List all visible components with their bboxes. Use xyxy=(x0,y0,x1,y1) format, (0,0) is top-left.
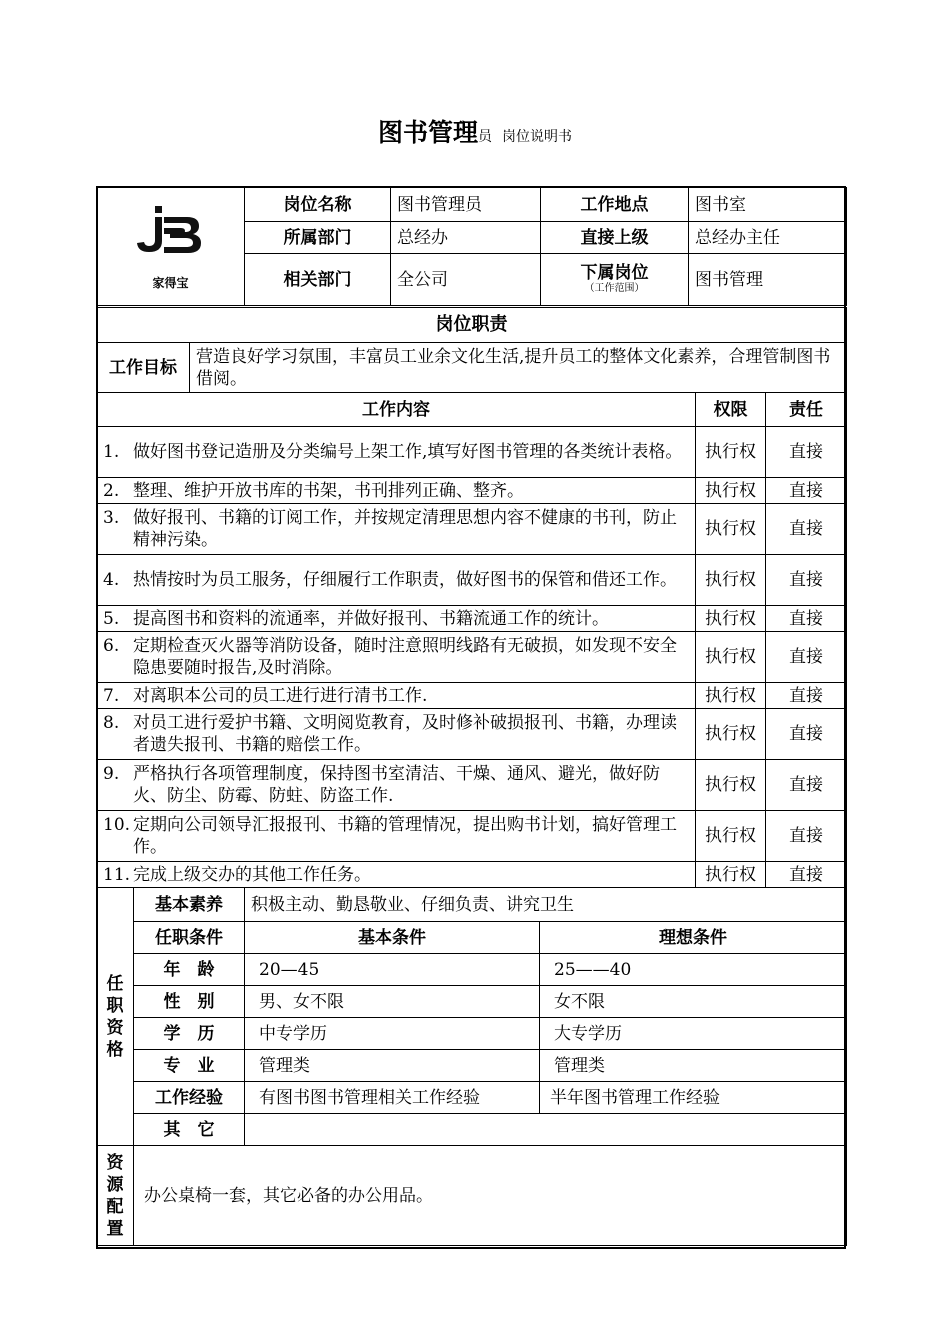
table-row xyxy=(97,1114,847,1146)
duty-responsibility: 直接 xyxy=(766,555,847,606)
duty-responsibility: 直接 xyxy=(766,606,847,632)
ideal-condition-label: 理想条件 xyxy=(540,922,847,954)
condition-basic: 中专学历 xyxy=(245,1018,540,1050)
duty-responsibility: 直接 xyxy=(766,632,847,683)
jb-logo-icon xyxy=(131,204,211,274)
duty-number: 4. xyxy=(103,570,120,590)
subordinate-value: 图书管理 xyxy=(689,254,847,306)
duty-text: 做好图书登记造册及分类编号上架工作,填写好图书管理的各类统计表格。 xyxy=(133,442,683,462)
conditions-label: 任职条件 xyxy=(134,922,245,954)
related-dept-label: 相关部门 xyxy=(245,254,391,306)
duty-authority: 执行权 xyxy=(696,632,766,683)
table-row xyxy=(97,1082,847,1114)
position-name-label: 岗位名称 xyxy=(245,188,391,222)
work-location-value: 图书室 xyxy=(689,188,847,222)
table-row xyxy=(97,954,847,986)
duty-number: 9. xyxy=(103,764,120,784)
duty-text: 对员工进行爱护书籍、文明阅览教育，及时修补破损报刊、书籍，办理读者遗失报刊、书籍的赔偿工作。 xyxy=(133,713,677,755)
table-row xyxy=(97,811,847,862)
condition-ideal: 25——40 xyxy=(540,954,847,986)
resources-side-label: 资 源 配 置 xyxy=(97,1146,134,1246)
table-row xyxy=(97,632,847,683)
duty-number: 2. xyxy=(103,480,120,501)
duty-text: 热情按时为员工服务，仔细履行工作职责，做好图书的保管和借还工作。 xyxy=(133,570,677,590)
resources-text: 办公桌椅一套，其它必备的办公用品。 xyxy=(134,1146,847,1246)
col-responsibility: 责任 xyxy=(766,393,847,427)
condition-ideal: 半年图书管理工作经验 xyxy=(540,1082,847,1114)
duty-authority: 执行权 xyxy=(696,683,766,709)
condition-basic: 管理类 xyxy=(245,1050,540,1082)
condition-label: 性 别 xyxy=(134,986,245,1018)
supervisor-label: 直接上级 xyxy=(541,222,689,254)
basic-quality-label: 基本素养 xyxy=(134,888,245,922)
table-row xyxy=(97,606,847,632)
subordinate-label-main: 下属岗位 xyxy=(580,262,649,283)
duty-authority: 执行权 xyxy=(696,504,766,555)
basic-condition-label: 基本条件 xyxy=(245,922,540,954)
duty-responsibility: 直接 xyxy=(766,760,847,811)
table-row xyxy=(97,683,847,709)
logo-caption: 家得宝 xyxy=(152,275,189,290)
condition-other xyxy=(245,1114,847,1146)
qualification-table xyxy=(96,887,847,1246)
condition-basic: 20—45 xyxy=(245,954,540,986)
condition-ideal: 管理类 xyxy=(540,1050,847,1082)
subordinate-label xyxy=(541,254,689,306)
duty-text: 对离职本公司的员工进行进行清书工作. xyxy=(133,685,428,706)
duty-number: 1. xyxy=(103,442,120,462)
table-row xyxy=(97,555,847,606)
condition-label: 学 历 xyxy=(134,1018,245,1050)
title-rest: 岗位说明书 xyxy=(502,129,572,145)
basic-quality-value: 积极主动、勤恳敬业、仔细负责、讲究卫生 xyxy=(245,888,847,922)
duty-text: 完成上级交办的其他工作任务。 xyxy=(133,864,371,885)
table-row xyxy=(97,478,847,504)
page-title xyxy=(0,113,950,149)
duty-text: 定期向公司领导汇报报刊、书籍的管理情况，提出购书计划，搞好管理工作。 xyxy=(133,815,677,857)
department-label: 所属部门 xyxy=(245,222,391,254)
table-row xyxy=(97,986,847,1018)
duty-authority: 执行权 xyxy=(696,760,766,811)
col-work-content: 工作内容 xyxy=(97,393,696,427)
duty-text: 定期检查灭火器等消防设备，随时注意照明线路有无破损，如发现不安全隐患要随时报告,及时消除。 xyxy=(133,636,677,678)
duty-authority: 执行权 xyxy=(696,811,766,862)
condition-ideal: 女不限 xyxy=(540,986,847,1018)
condition-basic: 有图书图书管理相关工作经验 xyxy=(245,1082,540,1114)
company-logo xyxy=(97,188,245,306)
position-name-value: 图书管理员 xyxy=(391,188,541,222)
supervisor-value: 总经办主任 xyxy=(689,222,847,254)
duty-authority: 执行权 xyxy=(696,709,766,760)
table-row xyxy=(97,760,847,811)
title-main: 图书管理 xyxy=(377,118,478,147)
duty-authority: 执行权 xyxy=(696,478,766,504)
duty-responsibility: 直接 xyxy=(766,478,847,504)
related-dept-value: 全公司 xyxy=(391,254,541,306)
duty-responsibility: 直接 xyxy=(766,709,847,760)
duties-heading: 岗位职责 xyxy=(97,308,847,343)
duty-number: 10. xyxy=(103,815,131,835)
subordinate-sublabel: （工作范围） xyxy=(584,282,645,294)
condition-label: 其 它 xyxy=(134,1114,245,1146)
duty-number: 5. xyxy=(103,608,120,629)
table-row xyxy=(97,1050,847,1082)
duty-authority: 执行权 xyxy=(696,862,766,888)
duty-responsibility: 直接 xyxy=(766,862,847,888)
header-table xyxy=(96,187,847,306)
duty-number: 11. xyxy=(103,864,131,885)
duty-number: 7. xyxy=(103,685,120,706)
duty-text: 严格执行各项管理制度，保持图书室清洁、干燥、通风、避光，做好防火、防尘、防霉、防蛀、防盗工作. xyxy=(133,764,660,806)
duty-responsibility: 直接 xyxy=(766,811,847,862)
qualification-side-label: 任 职 资 格 xyxy=(97,888,134,1146)
condition-label: 工作经验 xyxy=(134,1082,245,1114)
table-row xyxy=(97,709,847,760)
duty-text: 整理、维护开放书库的书架，书刊排列正确、整齐。 xyxy=(133,480,524,501)
duty-responsibility: 直接 xyxy=(766,427,847,478)
table-row xyxy=(97,427,847,478)
table-row xyxy=(97,1018,847,1050)
table-row xyxy=(97,504,847,555)
condition-basic: 男、女不限 xyxy=(245,986,540,1018)
condition-label: 专 业 xyxy=(134,1050,245,1082)
table-row xyxy=(97,862,847,888)
duty-responsibility: 直接 xyxy=(766,504,847,555)
department-value: 总经办 xyxy=(391,222,541,254)
duty-responsibility: 直接 xyxy=(766,683,847,709)
duty-number: 6. xyxy=(103,636,120,656)
duty-text: 提高图书和资料的流通率，并做好报刊、书籍流通工作的统计。 xyxy=(133,608,609,629)
duty-authority: 执行权 xyxy=(696,555,766,606)
duty-authority: 执行权 xyxy=(696,606,766,632)
condition-ideal: 大专学历 xyxy=(540,1018,847,1050)
col-authority: 权限 xyxy=(696,393,766,427)
duty-number: 8. xyxy=(103,713,120,733)
work-location-label: 工作地点 xyxy=(541,188,689,222)
goal-text: 营造良好学习氛围，丰富员工业余文化生活,提升员工的整体文化素养，合理管制图书借阅。 xyxy=(190,343,847,393)
condition-label: 年 龄 xyxy=(134,954,245,986)
duty-number: 3. xyxy=(103,508,120,528)
duty-text: 做好报刊、书籍的订阅工作，并按规定清理思想内容不健康的书刊，防止精神污染。 xyxy=(133,508,677,550)
duties-table xyxy=(96,307,847,888)
title-suffix: 员 xyxy=(478,129,492,145)
goal-label: 工作目标 xyxy=(97,343,190,393)
duty-authority: 执行权 xyxy=(696,427,766,478)
